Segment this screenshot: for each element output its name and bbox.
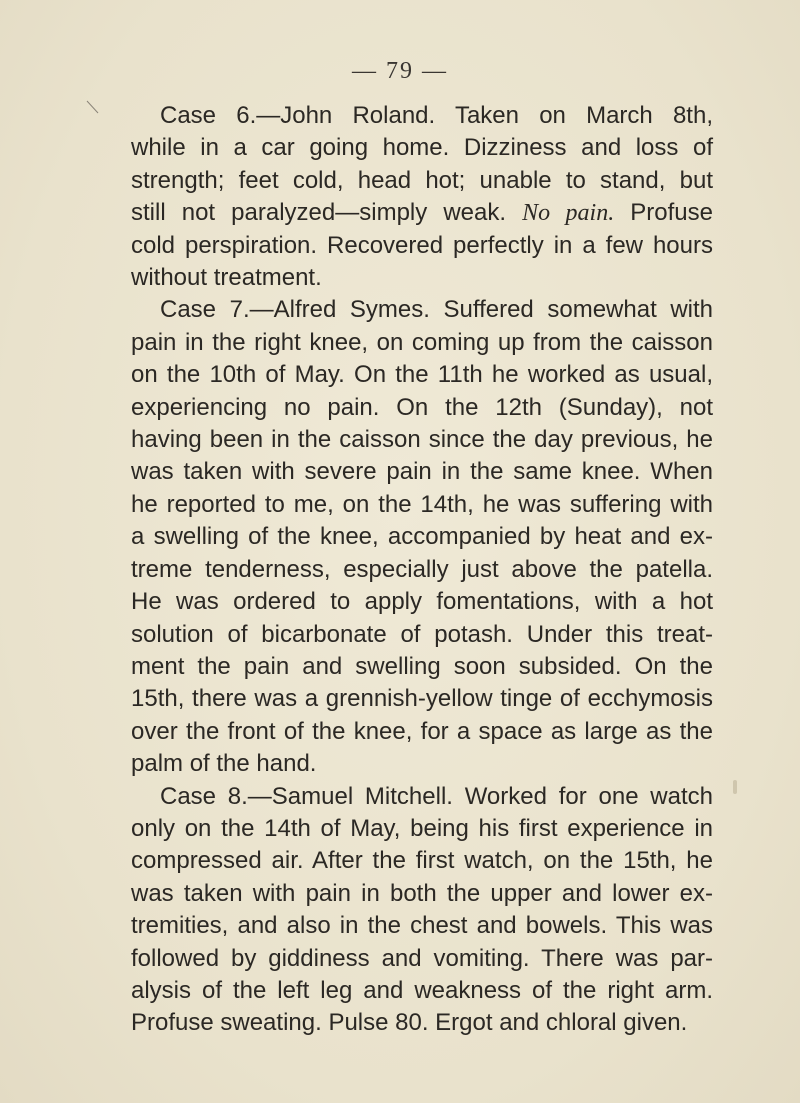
text-line: cold perspiration. Recovered perfectly in a few hours bbox=[131, 231, 713, 259]
text-line: treme tenderness, especially just above the patella. bbox=[131, 555, 713, 583]
text-line: only on the 14th of May, being his first experience in bbox=[131, 814, 713, 842]
text-line: Profuse sweating. Pulse 80. Ergot and chloral given. bbox=[131, 1009, 688, 1037]
paragraph-case-7 bbox=[131, 294, 713, 780]
text-line: He was ordered to apply fomentations, with a hot bbox=[131, 588, 713, 616]
text-line: Case 7.—Alfred Symes. Suffered somewhat with bbox=[160, 296, 713, 324]
pencil-mark bbox=[86, 100, 100, 114]
text-line: Case 8.—Samuel Mitchell. Worked for one watch bbox=[160, 782, 713, 810]
text-line: was taken with severe pain in the same knee. When bbox=[131, 458, 713, 486]
page-speck bbox=[733, 780, 737, 794]
italic-phrase: No pain. bbox=[522, 200, 615, 227]
text-line: compressed air. After the first watch, on the 15th, he bbox=[131, 847, 713, 875]
text-segment: still not paralyzed—simply weak. bbox=[131, 199, 507, 227]
text-line: experiencing no pain. On the 12th (Sunday), not bbox=[131, 393, 713, 421]
text-line: followed by giddiness and vomiting. There was par- bbox=[131, 944, 713, 972]
page-number: — 79 — bbox=[352, 58, 448, 84]
text-line: over the front of the knee, for a space as large as the bbox=[131, 717, 713, 745]
text-line: solution of bicarbonate of potash. Under this treat- bbox=[131, 620, 713, 648]
text-line-with-italic bbox=[131, 197, 713, 229]
text-line: he reported to me, on the 14th, he was suffering with bbox=[131, 490, 713, 518]
paragraph-case-8 bbox=[131, 781, 713, 1040]
text-line: pain in the right knee, on coming up from the caisson bbox=[131, 328, 713, 356]
text-line: palm of the hand. bbox=[131, 750, 317, 778]
text-line: alysis of the left leg and weakness of the right arm. bbox=[131, 976, 713, 1004]
text-line: tremities, and also in the chest and bowels. This was bbox=[131, 912, 713, 940]
paragraph-case-6 bbox=[131, 100, 713, 294]
text-line: while in a car going home. Dizziness and loss of bbox=[131, 134, 713, 162]
text-line: on the 10th of May. On the 11th he worked as usual, bbox=[131, 361, 713, 389]
text-segment: Profuse bbox=[630, 199, 713, 227]
text-line: without treatment. bbox=[131, 264, 322, 292]
text-line: ment the pain and swelling soon subsided. On the bbox=[131, 652, 713, 680]
text-line: was taken with pain in both the upper and lower ex- bbox=[131, 879, 713, 907]
text-body bbox=[131, 100, 713, 1040]
text-line: a swelling of the knee, accompanied by heat and ex- bbox=[131, 523, 713, 551]
text-line: strength; feet cold, head hot; unable to stand, but bbox=[131, 166, 713, 194]
text-line: Case 6.—John Roland. Taken on March 8th, bbox=[160, 102, 713, 129]
text-line: 15th, there was a grennish-yellow tinge of ecchymosis bbox=[131, 685, 713, 713]
text-line: having been in the caisson since the day previous, he bbox=[131, 426, 713, 454]
